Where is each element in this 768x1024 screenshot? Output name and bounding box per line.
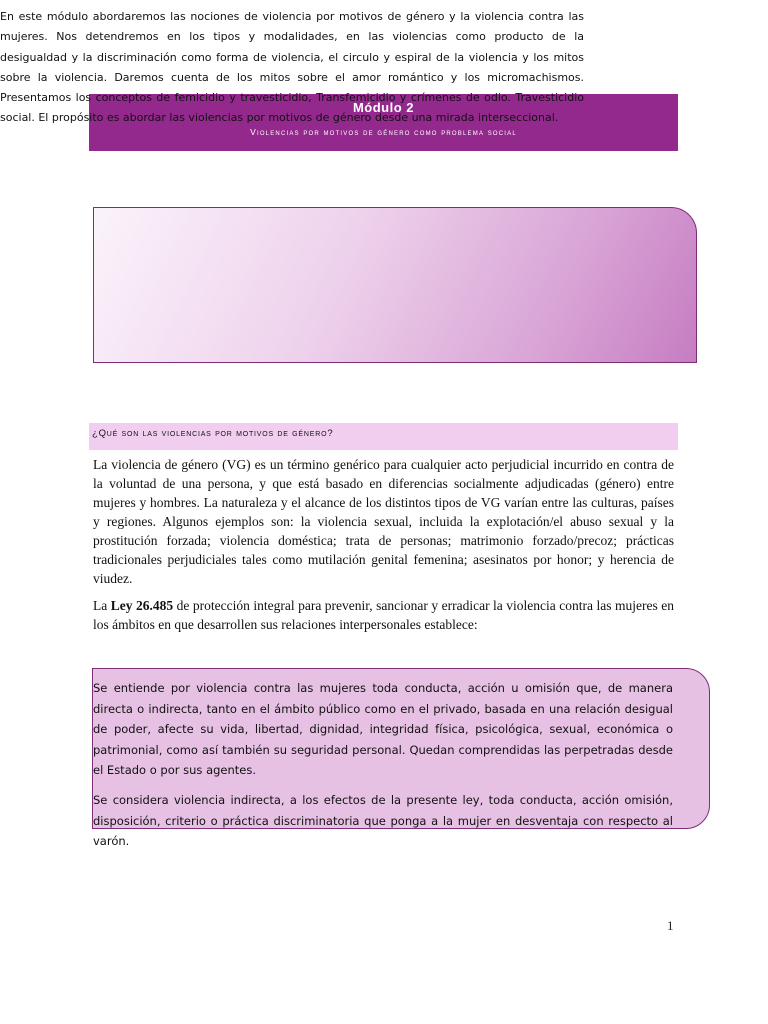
module-title: Módulo 2: [352, 100, 415, 115]
intro-box: [93, 207, 697, 363]
body-paragraph: La violencia de género (VG) es un término genérico para cualquier acto perjudicial incurrido en contra de la voluntad de una persona, y que está basado en diferencias socialmente adjudicadas (género) entre mujeres y hombres. La naturaleza y el alcance de los distintos tipos de VG varían entre las culturas, países y regiones. Algunos ejemplos son: la violencia sexual, incluida la explotación/el abuso sexual y la prostitución forzada; violencia doméstica; trata de personas; matrimonio forzado/precoz; prácticas tradicionales perjudiciales tales como mutilación genital femenina; asesinatos por honor; y herencia de viudez.: [93, 457, 674, 586]
intro-text: En este módulo abordaremos las nociones de violencia por motivos de género y la violencia contra las mujeres. Nos detendremos en los tipos y modalidades, en las violencias como producto de la desigualdad y la discriminación como forma de violencia, el circulo y espiral de la violencia y los mitos sobre la violencia. Daremos cuenta de los mitos sobre el amor romántico y los micromachismos. Presentamos los conceptos de femicidio y travesticidio, Transfemicidio y crímenes de odio. Travesticidio social. El propósito es abordar las violencias por motivos de género desde una mirada interseccional.: [0, 10, 584, 125]
law-quote-paragraph-2: Se considera violencia indirecta, a los efectos de la presente ley, toda conducta, acción omisión, disposición, criterio o práctica discriminatoria que ponga a la mujer en desventaja con respecto al varón.: [93, 793, 673, 848]
module-subtitle: Violencias por motivos de género como problema social: [250, 127, 517, 137]
page-number: 1: [667, 918, 674, 933]
law-quote-paragraph: Se entiende por violencia contra las mujeres toda conducta, acción u omisión que, de manera directa o indirecta, tanto en el ámbito público como en el privado, basada en una relación desigual de poder, afecte su vida, libertad, dignidad, integridad física, psicológica, sexual, económica o patrimonial, como así también su seguridad personal. Quedan comprendidas las perpetradas desde el Estado o por sus agentes.: [93, 681, 673, 777]
law-paragraph: [93, 596, 674, 634]
section-heading: ¿Qué son las violencias por motivos de género?: [92, 428, 334, 439]
law-paragraph-suffix: de protección integral para prevenir, sancionar y erradicar la violencia contra las mujeres en los ámbitos en que desarrollen sus relaciones interpersonales establece:: [93, 598, 674, 632]
section-heading-bar: [89, 423, 678, 450]
law-reference: Ley 26.485: [110, 598, 174, 613]
law-paragraph-prefix: La: [93, 598, 111, 613]
